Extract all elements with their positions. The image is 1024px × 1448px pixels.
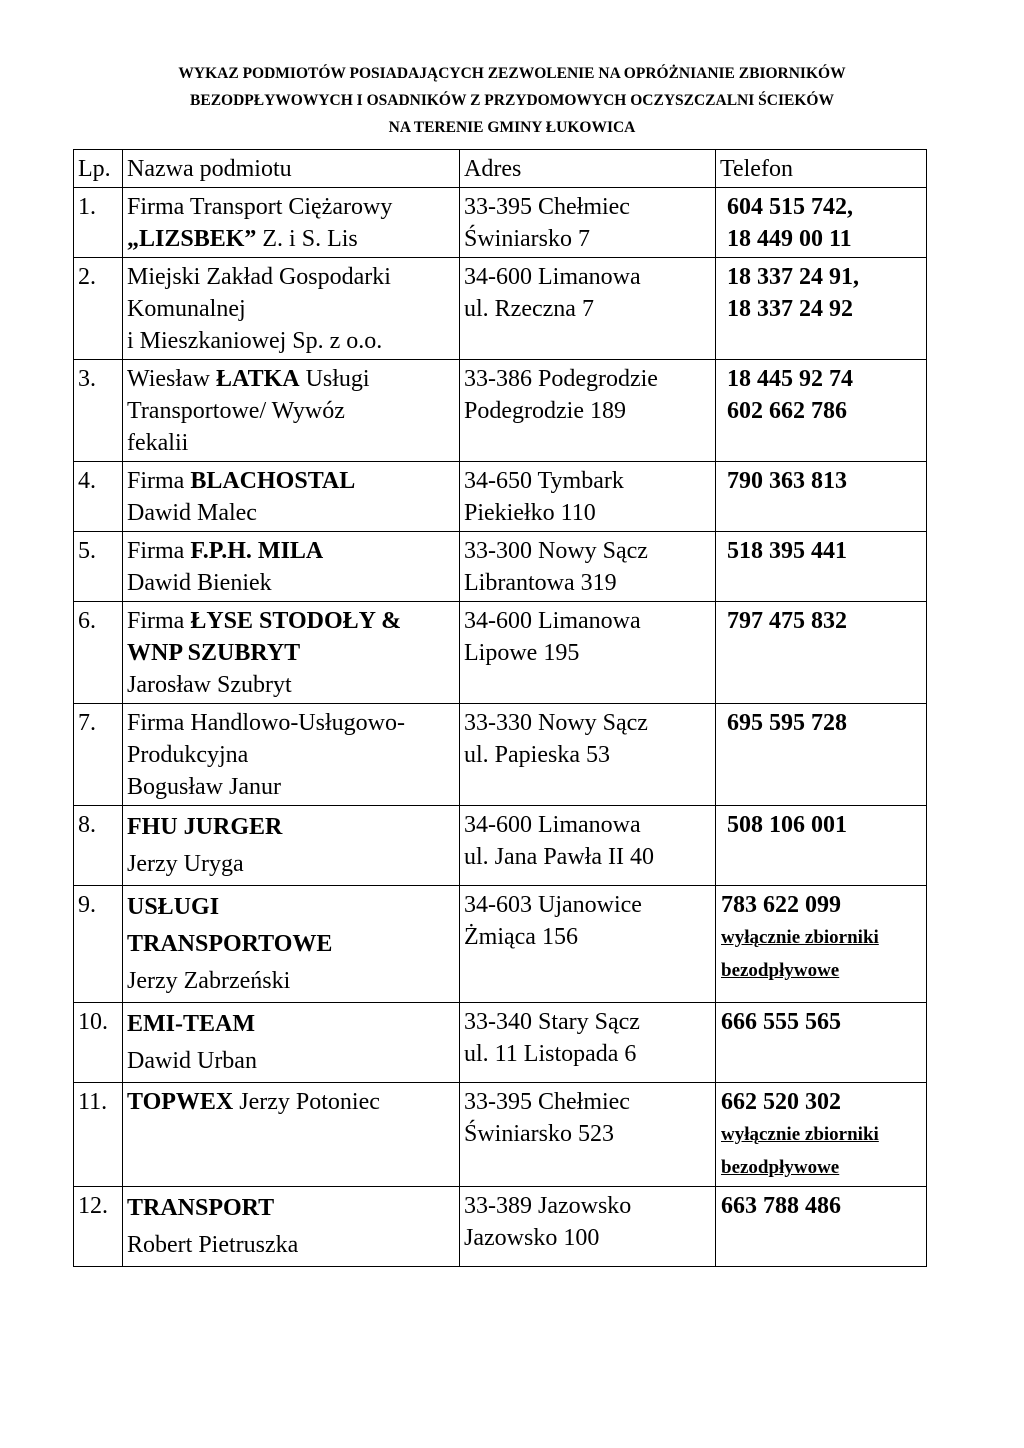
row-number: 9.: [74, 886, 123, 1003]
address-line: 33-300 Nowy Sącz: [464, 538, 648, 564]
name-bold: ŁYSE STODOŁY &: [190, 608, 402, 634]
name-line: Jerzy Zabrzeński: [127, 968, 291, 994]
phone-number: 663 788 486: [721, 1193, 841, 1219]
address-line: Świniarsko 523: [464, 1121, 614, 1147]
address-line: 34-650 Tymbark: [464, 468, 624, 494]
name-bold: F.P.H. MILA: [190, 538, 324, 564]
entity-address: [460, 462, 716, 532]
name-text: Jerzy Potoniec: [233, 1089, 380, 1115]
entity-name: [123, 602, 460, 704]
address-line: 33-395 Chełmiec: [464, 1089, 630, 1115]
name-line: Dawid Urban: [127, 1048, 257, 1074]
phone-number: 695 595 728: [727, 710, 847, 736]
name-bold: TRANSPORTOWE: [127, 931, 333, 957]
phone-number: 797 475 832: [727, 608, 847, 634]
entity-name: [123, 1187, 460, 1267]
phone-number: 508 106 001: [727, 812, 847, 838]
entity-name: [123, 704, 460, 806]
entity-address: [460, 886, 716, 1003]
table-header-row: [74, 150, 927, 188]
row-number: 4.: [74, 462, 123, 532]
address-line: 34-600 Limanowa: [464, 608, 641, 634]
name-line: Firma Transport Ciężarowy: [127, 194, 393, 220]
entity-phone: [716, 462, 927, 532]
row-number: 2.: [74, 258, 123, 360]
row-number: 8.: [74, 806, 123, 886]
phone-number: 18 337 24 92: [727, 296, 853, 322]
entity-phone: [716, 1187, 927, 1267]
title-line-2: BEZODPŁYWOWYCH I OSADNIKÓW Z PRZYDOMOWYCH OCZYSZCZALNI ŚCIEKÓW: [190, 92, 834, 109]
name-line: Transportowe/ Wywóz: [127, 398, 345, 424]
phone-number: 602 662 786: [727, 398, 847, 424]
entity-address: [460, 602, 716, 704]
name-line: Jerzy Uryga: [127, 851, 244, 877]
column-header-lp: Lp.: [74, 150, 123, 188]
name-line: Firma Handlowo-Usługowo-: [127, 710, 405, 736]
name-bold: FHU JURGER: [127, 814, 283, 840]
title-line-3: NA TERENIE GMINY ŁUKOWICA: [388, 119, 636, 136]
address-line: Żmiąca 156: [464, 924, 578, 950]
address-line: 33-340 Stary Sącz: [464, 1009, 640, 1035]
entity-name: [123, 258, 460, 360]
table-row: [74, 532, 927, 602]
name-bold: BLACHOSTAL: [190, 468, 356, 494]
table-row: [74, 704, 927, 806]
entity-name: [123, 360, 460, 462]
phone-note: bezodpływowe: [721, 1157, 840, 1178]
entity-address: [460, 704, 716, 806]
entity-phone: [716, 188, 927, 258]
name-text: Firma: [127, 608, 191, 634]
entity-phone: [716, 1083, 927, 1187]
name-line: i Mieszkaniowej Sp. z o.o.: [127, 328, 383, 354]
table-row: [74, 1083, 927, 1187]
entity-name: [123, 462, 460, 532]
name-text: Usługi: [299, 366, 370, 392]
address-line: 33-330 Nowy Sącz: [464, 710, 648, 736]
entity-phone: [716, 602, 927, 704]
row-number: 3.: [74, 360, 123, 462]
entity-address: [460, 1187, 716, 1267]
column-header-name: Nazwa podmiotu: [123, 150, 460, 188]
entity-phone: [716, 886, 927, 1003]
address-line: 33-386 Podegrodzie: [464, 366, 658, 392]
entity-name: [123, 886, 460, 1003]
name-line: Komunalnej: [127, 296, 246, 322]
address-line: Podegrodzie 189: [464, 398, 626, 424]
entity-address: [460, 188, 716, 258]
entity-phone: [716, 806, 927, 886]
address-line: Piekiełko 110: [464, 500, 596, 526]
entities-table: [73, 149, 927, 1267]
address-line: Świniarsko 7: [464, 226, 590, 252]
table-row: [74, 360, 927, 462]
name-bold: TOPWEX: [127, 1089, 234, 1115]
phone-note: wyłącznie zbiorniki: [721, 1124, 879, 1145]
entity-phone: [716, 258, 927, 360]
address-line: 34-600 Limanowa: [464, 264, 641, 290]
name-line: Dawid Malec: [127, 500, 257, 526]
title-line-1: WYKAZ PODMIOTÓW POSIADAJĄCYCH ZEZWOLENIE NA OPRÓŻNIANIE ZBIORNIKÓW: [178, 65, 846, 82]
phone-number: 604 515 742,: [727, 194, 853, 220]
phone-note: wyłącznie zbiorniki: [721, 927, 879, 948]
table-row: [74, 258, 927, 360]
name-bold: ŁATKA: [216, 366, 300, 392]
address-line: ul. Papieska 53: [464, 742, 610, 768]
entity-address: [460, 1003, 716, 1083]
phone-number: 790 363 813: [727, 468, 847, 494]
name-text: Wiesław: [127, 366, 217, 392]
table-row: [74, 1003, 927, 1083]
name-line: Dawid Bieniek: [127, 570, 272, 596]
address-line: Jazowsko 100: [464, 1225, 600, 1251]
name-bold: „LIZSBEK”: [127, 226, 257, 252]
name-bold: USŁUGI: [127, 894, 220, 920]
entity-address: [460, 360, 716, 462]
address-line: 34-603 Ujanowice: [464, 892, 642, 918]
row-number: 10.: [74, 1003, 123, 1083]
row-number: 12.: [74, 1187, 123, 1267]
name-bold: EMI-TEAM: [127, 1011, 255, 1037]
entity-name: [123, 1083, 460, 1187]
entity-address: [460, 532, 716, 602]
entity-phone: [716, 532, 927, 602]
table-row: [74, 462, 927, 532]
entity-name: [123, 806, 460, 886]
phone-number: 783 622 099: [721, 892, 841, 918]
entity-address: [460, 258, 716, 360]
address-line: 34-600 Limanowa: [464, 812, 641, 838]
address-line: Librantowa 319: [464, 570, 617, 596]
name-bold: TRANSPORT: [127, 1195, 275, 1221]
name-line: fekalii: [127, 430, 189, 456]
column-header-phone: Telefon: [716, 150, 927, 188]
address-line: ul. 11 Listopada 6: [464, 1041, 637, 1067]
phone-number: 666 555 565: [721, 1009, 841, 1035]
table-row: [74, 602, 927, 704]
name-bold: WNP SZUBRYT: [127, 640, 301, 666]
name-line: Miejski Zakład Gospodarki: [127, 264, 391, 290]
entity-name: [123, 532, 460, 602]
entity-address: [460, 806, 716, 886]
entity-phone: [716, 1003, 927, 1083]
name-line: Bogusław Janur: [127, 774, 281, 800]
row-number: 7.: [74, 704, 123, 806]
row-number: 5.: [74, 532, 123, 602]
entity-phone: [716, 360, 927, 462]
name-line: Produkcyjna: [127, 742, 249, 768]
name-line: Jarosław Szubryt: [127, 672, 292, 698]
row-number: 1.: [74, 188, 123, 258]
phone-number: 662 520 302: [721, 1089, 841, 1115]
name-line: Robert Pietruszka: [127, 1232, 299, 1258]
document-title: [0, 60, 1024, 141]
entity-phone: [716, 704, 927, 806]
column-header-address: Adres: [460, 150, 716, 188]
phone-number: 18 445 92 74: [727, 366, 853, 392]
name-text: Z. i S. Lis: [256, 226, 358, 252]
table-row: [74, 1187, 927, 1267]
address-line: 33-395 Chełmiec: [464, 194, 630, 220]
address-line: ul. Rzeczna 7: [464, 296, 594, 322]
table-row: [74, 886, 927, 1003]
address-line: 33-389 Jazowsko: [464, 1193, 632, 1219]
phone-note: bezodpływowe: [721, 960, 840, 981]
entity-name: [123, 1003, 460, 1083]
table-row: [74, 188, 927, 258]
entity-name: [123, 188, 460, 258]
name-text: Firma: [127, 538, 191, 564]
name-text: Firma: [127, 468, 191, 494]
address-line: ul. Jana Pawła II 40: [464, 844, 654, 870]
row-number: 6.: [74, 602, 123, 704]
entity-address: [460, 1083, 716, 1187]
phone-number: 18 449 00 11: [727, 226, 852, 252]
row-number: 11.: [74, 1083, 123, 1187]
table-row: [74, 806, 927, 886]
address-line: Lipowe 195: [464, 640, 580, 666]
phone-number: 18 337 24 91,: [727, 264, 859, 290]
phone-number: 518 395 441: [727, 538, 847, 564]
